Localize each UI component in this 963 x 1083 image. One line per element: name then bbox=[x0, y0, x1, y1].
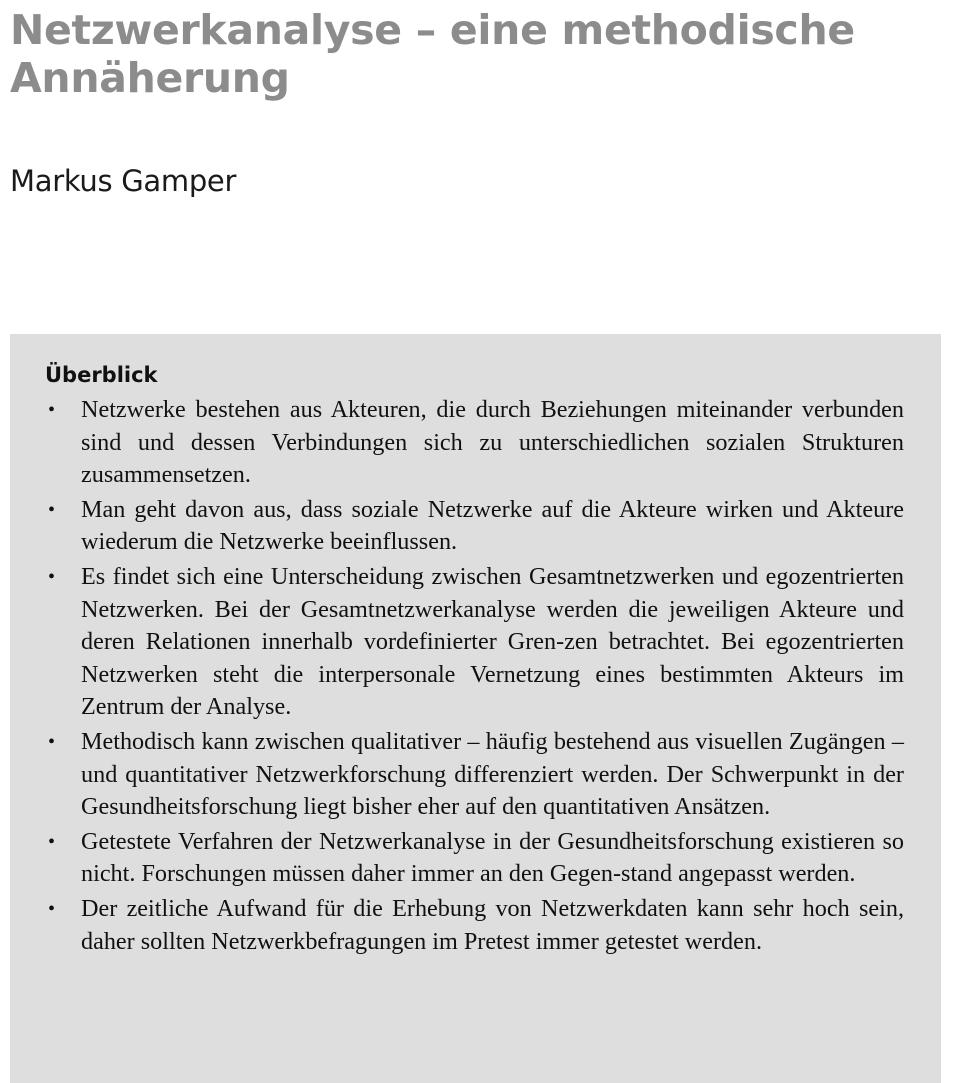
list-item-text: Es findet sich eine Unterscheidung zwischen Gesamtnetzwerken und egozentrierten Netzwerken. Bei der Gesamtnetzwerkanalyse werden die jeweiligen Akteure und deren Relationen innerhalb vordefinierter Gren-zen betrachtet. Bei egozentrierten Netzwerken steht die interpersonale Vernetzung eines bestimmten Akteurs im Zentrum der Analyse. bbox=[81, 562, 904, 721]
list-item bbox=[46, 893, 904, 958]
chapter-title: Netzwerkanalyse – eine methodische Annäherung bbox=[10, 6, 855, 102]
list-item-text: Der zeitliche Aufwand für die Erhebung von Netzwerkdaten kann sehr hoch sein, daher sollten Netzwerkbefragungen im Pretest immer getestet werden. bbox=[81, 894, 904, 955]
bullet-icon: • bbox=[48, 399, 56, 421]
overview-box bbox=[10, 334, 941, 1083]
bullet-icon: • bbox=[48, 897, 56, 920]
bullet-icon: • bbox=[48, 830, 56, 853]
overview-heading: Überblick bbox=[45, 363, 158, 387]
list-item bbox=[46, 561, 904, 724]
author-name: Markus Gamper bbox=[10, 164, 237, 198]
list-item bbox=[46, 726, 904, 824]
bullet-icon: • bbox=[48, 565, 56, 588]
bullet-icon: • bbox=[48, 498, 56, 521]
list-item-text: Netzwerke bestehen aus Akteuren, die durch Beziehungen miteinander verbunden sind und dessen Verbindungen sich zu unterschiedlichen sozialen Strukturen zusammensetzen. bbox=[81, 396, 904, 489]
list-item-text: Getestete Verfahren der Netzwerkanalyse in der Gesundheitsforschung existieren so nicht. Forschungen müssen daher immer an den Gegen-stand angepasst werden. bbox=[81, 827, 904, 888]
overview-list bbox=[46, 394, 904, 960]
list-item bbox=[46, 826, 904, 891]
bullet-icon: • bbox=[48, 730, 56, 753]
list-item-text: Man geht davon aus, dass soziale Netzwerke auf die Akteure wirken und Akteure wiederum die Netzwerke beeinflussen. bbox=[81, 495, 904, 556]
list-item bbox=[46, 494, 904, 559]
list-item-text: Methodisch kann zwischen qualitativer – häufig bestehend aus visuellen Zugängen – und quantitativer Netzwerkforschung differenziert werden. Der Schwerpunkt in der Gesundheitsforschung liegt bisher eher auf den quantitativen Ansätzen. bbox=[81, 727, 904, 821]
list-item bbox=[46, 394, 904, 492]
